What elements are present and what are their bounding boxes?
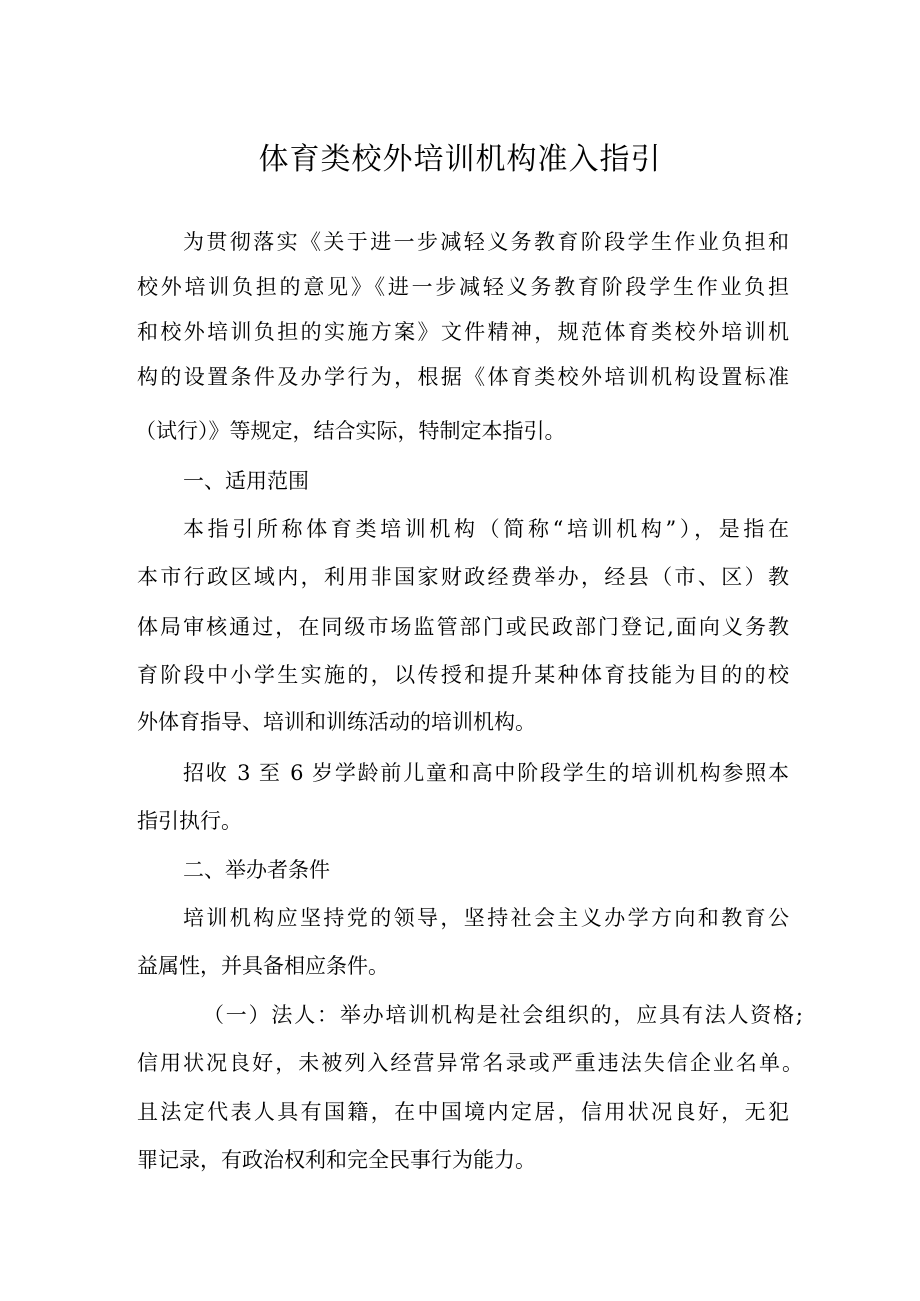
paragraph-line: 外体育指导、培训和训练活动的培训机构。 <box>137 710 536 734</box>
paragraph-line: 本市行政区域内，利用非国家财政经费举办，经县（市、区）教 <box>137 565 789 589</box>
paragraph-line: 和校外培训负担的实施方案》文件精神，规范体育类校外培训机 <box>137 320 789 344</box>
paragraph-line: 指引执行。 <box>137 809 242 833</box>
paragraph-line: 为贯彻落实《关于进一步减轻义务教育阶段学生作业负担和 <box>183 230 789 254</box>
paragraph-line: 信用状况良好，未被列入经营异常名录或严重违法失信企业名单。 <box>137 1051 803 1075</box>
paragraph-line: 培训机构应坚持党的领导，坚持社会主义办学方向和教育公 <box>183 906 789 930</box>
document-title: 体育类校外培训机构准入指引 <box>258 142 662 177</box>
paragraph-line: 本指引所称体育类培训机构（简称“培训机构”），是指在 <box>183 517 789 541</box>
paragraph-line: 校外培训负担的意见》《进一步减轻义务教育阶段学生作业负担 <box>137 275 789 299</box>
paragraph-line: 罪记录，有政治权利和完全民事行为能力。 <box>137 1148 536 1172</box>
paragraph-line: 招收 3 至 6 岁学龄前儿童和高中阶段学生的培训机构参照本 <box>183 761 789 785</box>
paragraph-line: 育阶段中小学生实施的，以传授和提升某种体育技能为目的的校 <box>137 663 789 687</box>
paragraph-line: （试行）》等规定，结合实际，特制定本指引。 <box>135 419 566 443</box>
paragraph-line: 构的设置条件及办学行为，根据《体育类校外培训机构设置标准 <box>137 365 789 389</box>
section-heading-organizer: 二、举办者条件 <box>183 858 330 882</box>
paragraph-line: 且法定代表人具有国籍，在中国境内定居，信用状况良好，无犯 <box>137 1100 789 1124</box>
section-heading-scope: 一、适用范围 <box>183 469 309 493</box>
paragraph-line: （一）法人：举办培训机构是社会组织的，应具有法人资格; <box>203 1003 803 1027</box>
paragraph-line: 体局审核通过，在同级市场监管部门或民政部门登记,面向义务教 <box>137 615 789 639</box>
paragraph-line: 益属性，并具备相应条件。 <box>137 954 389 978</box>
